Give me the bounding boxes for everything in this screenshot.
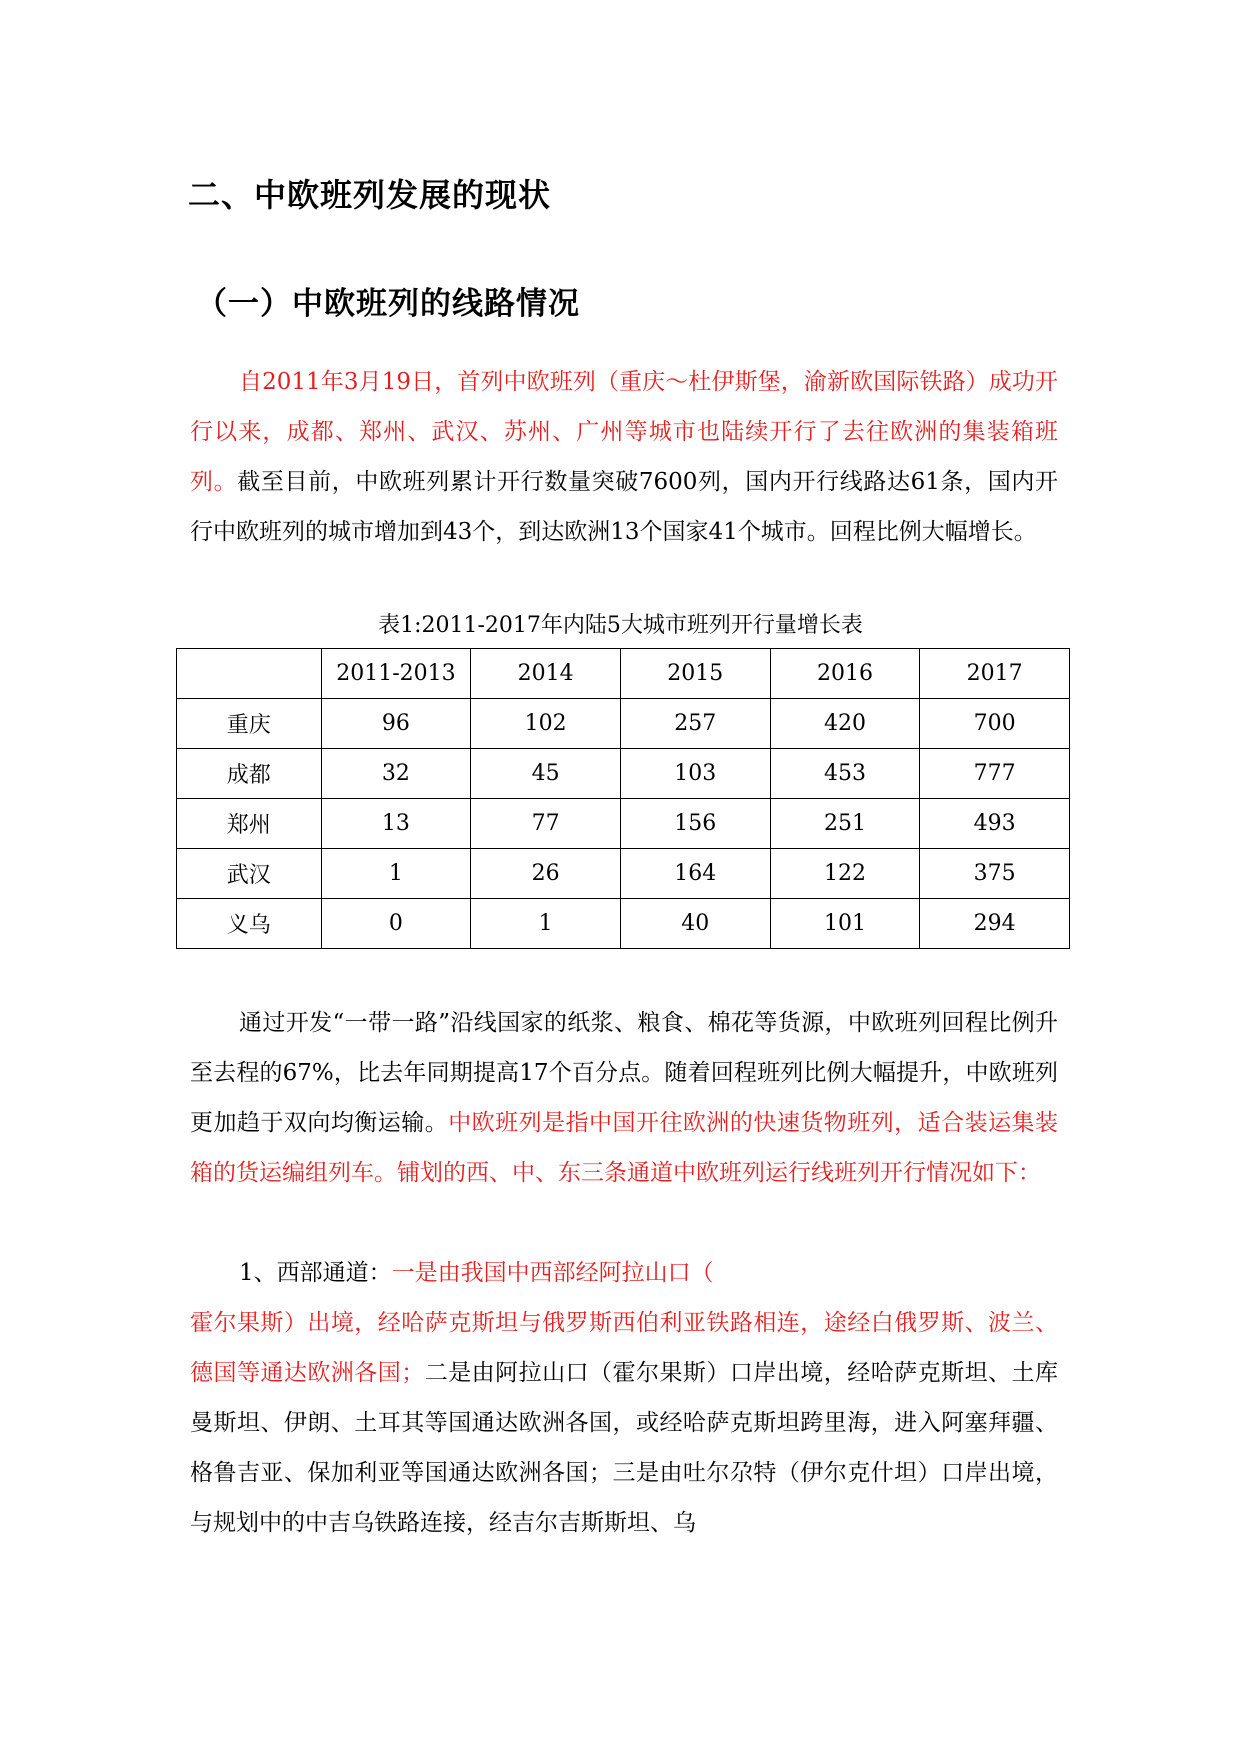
paragraph-return-trips	[190, 998, 1058, 1198]
paragraph-route-history	[190, 357, 1058, 557]
value-cell: 40	[620, 899, 770, 949]
paragraph-west-corridor	[190, 1248, 1058, 1548]
value-cell: 1	[471, 899, 621, 949]
value-cell: 45	[471, 749, 621, 799]
train-volume-table	[176, 648, 1070, 949]
list-number: 1、西部通道：	[239, 1260, 392, 1286]
highlighted-text: 自2011年3月19日，首列中欧班列（重庆～杜伊斯堡，渝新欧国际铁路）成功开行以来，成都、郑州、武汉、苏州、广州等城市也陆续开行了去往欧洲的集装箱班列。	[190, 369, 1058, 495]
value-cell: 420	[770, 699, 920, 749]
highlighted-text: 中欧班列是指中国开往欧洲的快速货物班列，适合装运集装箱的货运编组列车。铺划的西、中、东三条通道中欧班列运行线班列开行情况如下：	[190, 1110, 1059, 1186]
table-header-row	[177, 649, 1070, 699]
value-cell: 777	[920, 749, 1070, 799]
value-cell: 1	[321, 849, 471, 899]
value-cell: 26	[471, 849, 621, 899]
table-row	[177, 699, 1070, 749]
city-cell: 郑州	[177, 799, 322, 849]
value-cell: 96	[321, 699, 471, 749]
city-cell: 义乌	[177, 899, 322, 949]
value-cell: 493	[920, 799, 1070, 849]
year-header: 2017	[920, 649, 1070, 699]
paragraph-continuation	[190, 1298, 1058, 1548]
body-text: 截至目前，中欧班列累计开行数量突破7600列，国内开行线路达61条，国内开行中欧班列的城市增加到43个，到达欧洲13个国家41个城市。回程比例大幅增长。	[190, 469, 1058, 545]
body-text: 通过开发“一带一路”沿线国家的纸浆、粮食、棉花等货源，中欧班列回程比例升至去程的67%，比去年同期提高17个百分点。随着回程班列比例大幅提升，中欧班列更加趋于双向均衡运输。	[190, 1010, 1058, 1136]
value-cell: 0	[321, 899, 471, 949]
table-row	[177, 799, 1070, 849]
highlighted-text: 霍尔果斯）出境，经哈萨克斯坦与俄罗斯西伯利亚铁路相连，途经白俄罗斯、波兰、德国等通达欧洲各国；	[190, 1310, 1058, 1386]
body-text: 二是由阿拉山口（霍尔果斯）口岸出境，经哈萨克斯坦、土库曼斯坦、伊朗、土耳其等国通达欧洲各国，或经哈萨克斯坦跨里海，进入阿塞拜疆、格鲁吉亚、保加利亚等国通达欧洲各国；三是由吐尔尕特（伊尔克什坦）口岸出境，与规划中的中吉乌铁路连接，经吉尔吉斯斯坦、乌	[190, 1360, 1059, 1536]
value-cell: 375	[920, 849, 1070, 899]
city-cell: 重庆	[177, 699, 322, 749]
table-row	[177, 899, 1070, 949]
value-cell: 156	[620, 799, 770, 849]
value-cell: 122	[770, 849, 920, 899]
value-cell: 13	[321, 799, 471, 849]
value-cell: 102	[471, 699, 621, 749]
table-row	[177, 849, 1070, 899]
year-header: 2016	[770, 649, 920, 699]
value-cell: 294	[920, 899, 1070, 949]
section-heading: 二、中欧班列发展的现状	[188, 176, 552, 214]
value-cell: 164	[620, 849, 770, 899]
city-cell: 武汉	[177, 849, 322, 899]
value-cell: 257	[620, 699, 770, 749]
value-cell: 103	[620, 749, 770, 799]
table-corner-cell	[177, 649, 322, 699]
paragraph-first-line	[190, 1248, 1058, 1298]
table-caption: 表1:2011-2017年内陆5大城市班列开行量增长表	[378, 613, 863, 638]
subsection-heading: （一）中欧班列的线路情况	[196, 286, 580, 322]
value-cell: 32	[321, 749, 471, 799]
city-cell: 成都	[177, 749, 322, 799]
value-cell: 77	[471, 799, 621, 849]
value-cell: 453	[770, 749, 920, 799]
value-cell: 251	[770, 799, 920, 849]
table-row	[177, 749, 1070, 799]
year-header: 2014	[471, 649, 621, 699]
value-cell: 700	[920, 699, 1070, 749]
highlighted-text: 一是由我国中西部经阿拉山口（	[391, 1260, 714, 1286]
value-cell: 101	[770, 899, 920, 949]
year-header: 2011-2013	[321, 649, 471, 699]
year-header: 2015	[620, 649, 770, 699]
